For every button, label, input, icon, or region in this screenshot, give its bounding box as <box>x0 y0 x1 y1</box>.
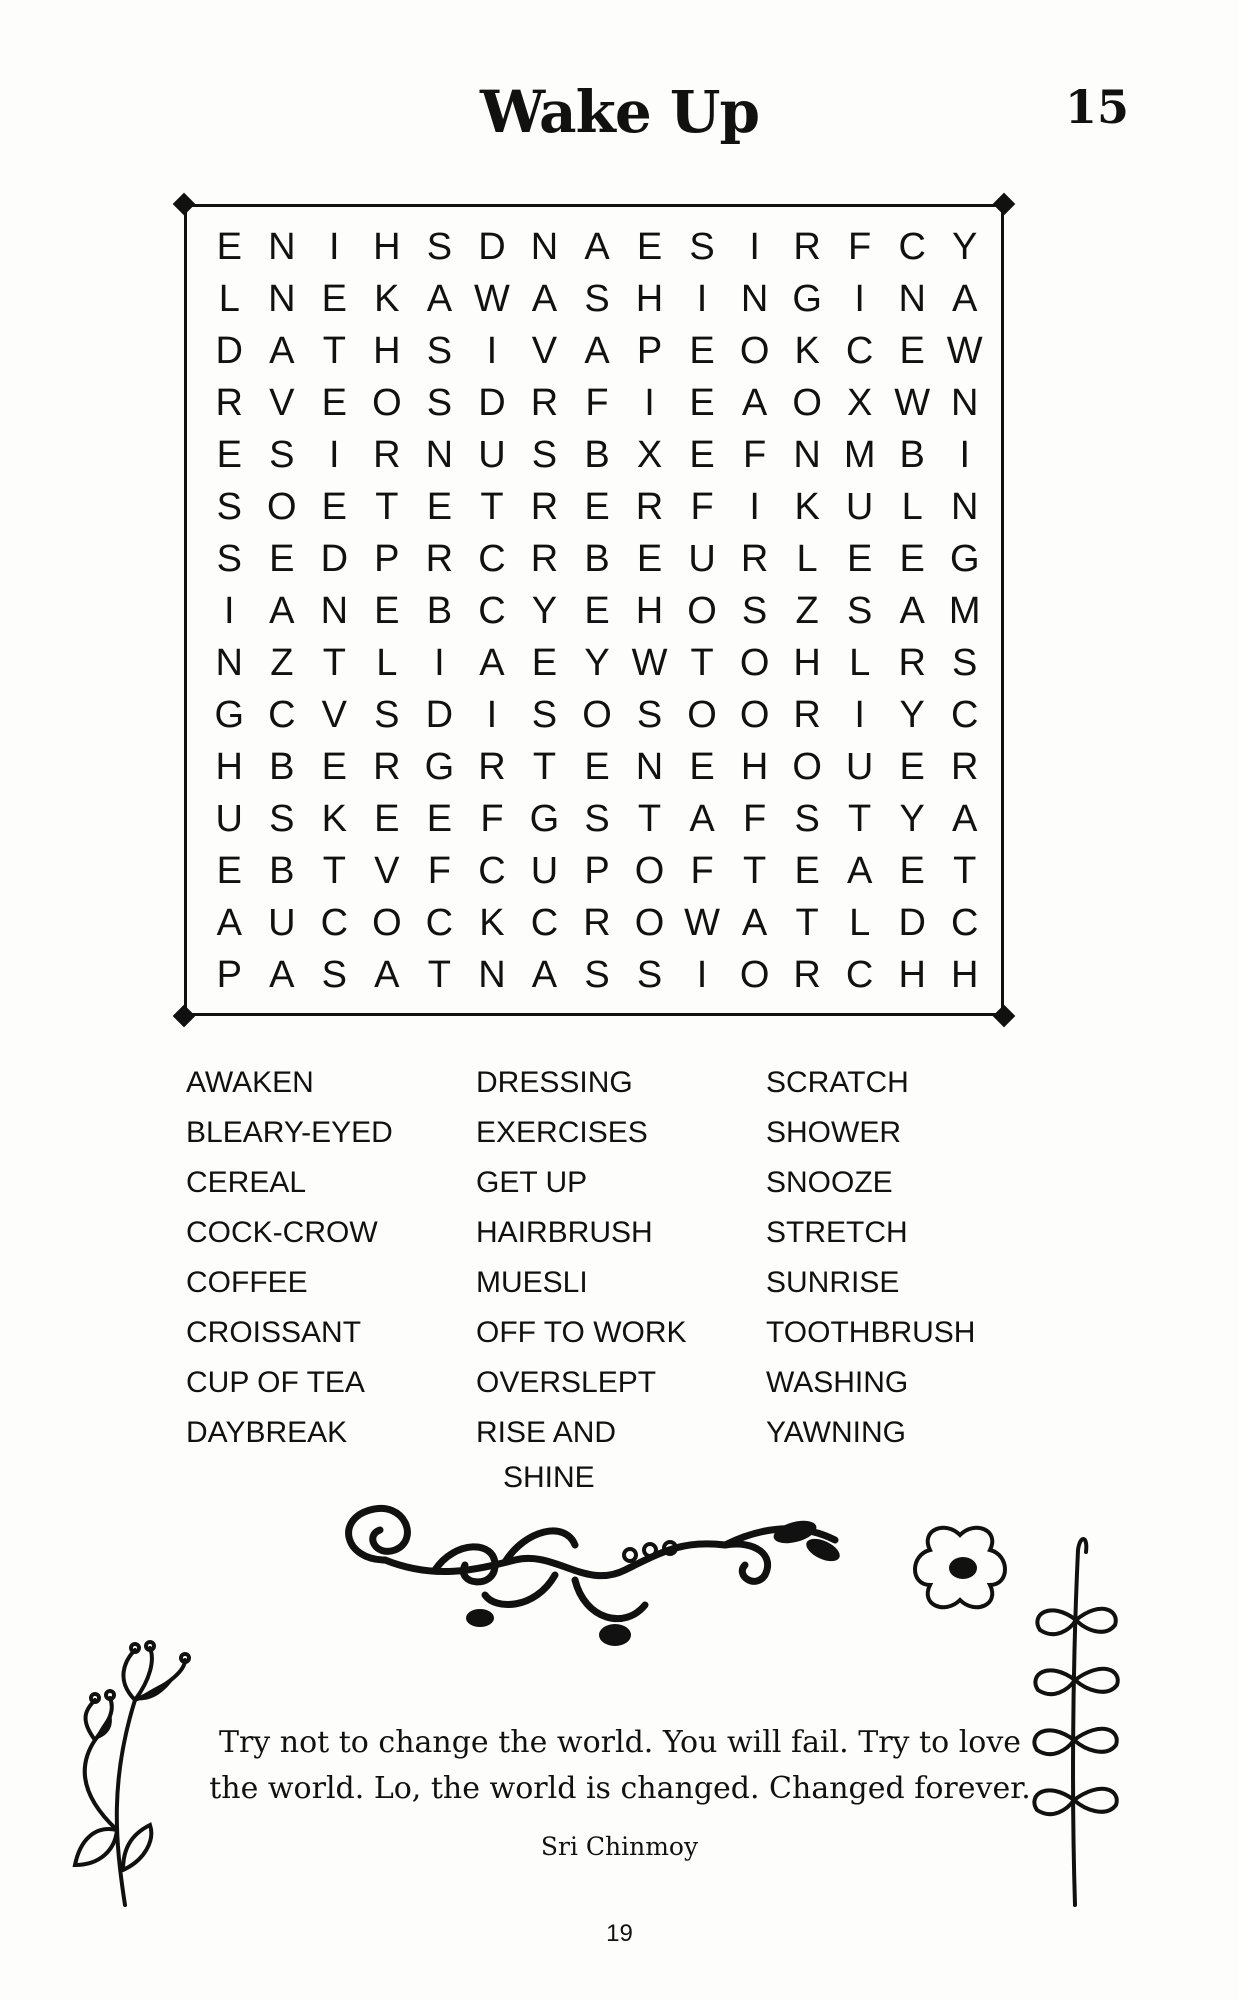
grid-letter: D <box>320 537 349 580</box>
grid-letter: E <box>426 485 453 528</box>
grid-letter: D <box>478 381 506 424</box>
word-item: CEREAL <box>186 1166 307 1199</box>
grid-letter: A <box>741 901 768 944</box>
quote-line-2: the world. Lo, the world is changed. Changed forever. <box>209 1771 1031 1806</box>
grid-letter: I <box>644 381 655 424</box>
grid-letter: K <box>479 901 505 944</box>
grid-letter: K <box>374 277 400 320</box>
grid-letter: R <box>530 381 559 424</box>
grid-letter: T <box>532 745 557 788</box>
grid-letter: N <box>530 225 559 268</box>
grid-letter: V <box>374 849 400 892</box>
grid-letter: I <box>749 225 760 268</box>
grid-letter: K <box>794 329 820 372</box>
grid-letter: E <box>636 537 663 580</box>
grid-letter: O <box>687 693 717 736</box>
grid-letter: E <box>636 225 663 268</box>
grid-letter: L <box>796 537 818 580</box>
grid-letter: I <box>329 225 340 268</box>
grid-letter: F <box>585 381 609 424</box>
grid-letter: S <box>584 953 610 996</box>
grid-letter: C <box>845 329 874 372</box>
grid-letter: A <box>899 589 925 632</box>
grid-letter: N <box>950 485 979 528</box>
grid-letter: E <box>689 745 715 788</box>
grid-letter: S <box>269 433 295 476</box>
flower-icon <box>905 1520 1015 1620</box>
word-item: DRESSING <box>476 1066 633 1099</box>
grid-letter: O <box>739 641 770 684</box>
grid-letter: S <box>689 225 715 268</box>
word-list-column-2 <box>476 1058 776 1498</box>
grid-letter: E <box>689 329 715 372</box>
grid-letter: S <box>531 693 558 736</box>
word-item: SHOWER <box>766 1116 901 1149</box>
grid-letter: S <box>636 693 663 736</box>
word-item: BLEARY-EYED <box>186 1116 393 1149</box>
grid-letter: C <box>320 901 349 944</box>
grid-letter: T <box>742 849 767 892</box>
grid-letter: N <box>478 953 506 996</box>
grid-letter: P <box>216 953 242 996</box>
grid-letter: O <box>372 381 402 424</box>
word-item: HAIRBRUSH <box>476 1216 653 1249</box>
grid-letter: R <box>425 537 454 580</box>
grid-letter: A <box>269 589 295 632</box>
grid-letter: M <box>843 433 876 476</box>
grid-letter: I <box>696 277 708 320</box>
grid-letter: O <box>634 901 665 944</box>
grid-letter: T <box>848 797 872 840</box>
grid-letter: T <box>690 641 714 684</box>
tulip-branch-icon <box>55 1640 195 1910</box>
grid-letter: E <box>374 589 400 632</box>
grid-letter: S <box>741 589 768 632</box>
grid-letter: R <box>530 485 559 528</box>
grid-letter: W <box>631 641 668 684</box>
grid-letter: T <box>480 485 504 528</box>
grid-letter: F <box>848 225 872 268</box>
grid-letter: R <box>950 745 979 788</box>
grid-letter: A <box>952 797 978 840</box>
grid-letter: E <box>584 745 610 788</box>
grid-letter: D <box>425 693 454 736</box>
grid-letter: N <box>268 225 296 268</box>
grid-letter: B <box>899 433 925 476</box>
grid-letter: O <box>739 953 770 996</box>
grid-letter: F <box>690 849 714 892</box>
grid-letter: E <box>269 537 295 580</box>
grid-letter: S <box>794 797 820 840</box>
grid-letter: C <box>950 901 979 944</box>
grid-letter: L <box>376 641 398 684</box>
grid-letter: F <box>742 433 767 476</box>
grid-letter: E <box>216 849 242 892</box>
word-item: EXERCISES <box>476 1116 648 1149</box>
grid-letter: A <box>952 277 978 320</box>
grid-letter: Y <box>531 589 558 632</box>
grid-letter: A <box>479 641 505 684</box>
word-item: CROISSANT <box>186 1316 362 1349</box>
grid-letter: O <box>372 901 402 944</box>
word-item: SCRATCH <box>766 1066 909 1099</box>
quote-line-1: Try not to change the world. You will fail. Try to love <box>218 1725 1022 1760</box>
grid-letter: C <box>478 537 506 580</box>
word-item: YAWNING <box>766 1416 906 1449</box>
grid-letter: S <box>426 329 453 372</box>
grid-letter: P <box>374 537 400 580</box>
grid-letter: H <box>898 953 926 996</box>
grid-letter: H <box>215 745 243 788</box>
grid-letter: N <box>320 589 349 632</box>
grid-letter: T <box>375 485 399 528</box>
grid-letter: H <box>740 745 769 788</box>
grid-letter: R <box>635 485 664 528</box>
grid-letter: F <box>427 849 451 892</box>
grid-letter: M <box>948 589 981 632</box>
grid-letter: R <box>373 433 401 476</box>
grid-letter: I <box>486 329 498 372</box>
grid-letter: E <box>846 537 873 580</box>
grid-letter: E <box>321 485 347 528</box>
word-search-grid-frame <box>184 204 1004 1016</box>
grid-letter: G <box>214 693 245 736</box>
grid-letter: T <box>322 849 346 892</box>
word-item: COCK-CROW <box>186 1216 378 1249</box>
grid-letter: S <box>584 797 610 840</box>
word-item: MUESLI <box>476 1266 588 1299</box>
grid-letter: C <box>530 901 559 944</box>
grid-letter: E <box>899 329 925 372</box>
grid-letter: T <box>795 901 819 944</box>
grid-letter: O <box>792 381 822 424</box>
grid-letter: E <box>899 537 925 580</box>
grid-letter: B <box>426 589 453 632</box>
grid-letter: S <box>531 433 558 476</box>
grid-letter: O <box>634 849 665 892</box>
grid-letter: F <box>742 797 767 840</box>
puzzle-number: 15 <box>1064 80 1129 134</box>
grid-letter: T <box>637 797 662 840</box>
grid-letter: R <box>740 537 769 580</box>
grid-letter: F <box>480 797 504 840</box>
grid-letter: A <box>216 901 242 944</box>
grid-letter: A <box>374 953 400 996</box>
grid-letter: B <box>584 433 610 476</box>
grid-letter: B <box>269 849 295 892</box>
grid-letter: A <box>269 329 295 372</box>
grid-letter: E <box>794 849 820 892</box>
grid-letter: O <box>739 329 770 372</box>
page-number: 19 <box>606 1920 633 1947</box>
grid-letter: S <box>321 953 347 996</box>
grid-letter: S <box>374 693 400 736</box>
grid-letter: A <box>269 953 295 996</box>
grid-letter: R <box>898 641 926 684</box>
word-item-continued: SHINE <box>503 1461 595 1494</box>
grid-letter: I <box>696 953 708 996</box>
grid-letter: N <box>635 745 664 788</box>
grid-letter: L <box>218 277 240 320</box>
grid-letter: I <box>749 485 760 528</box>
grid-letter: N <box>425 433 454 476</box>
grid-letter: I <box>959 433 970 476</box>
grid-letter: E <box>584 589 610 632</box>
grid-letter: N <box>215 641 243 684</box>
grid-letter: A <box>584 329 610 372</box>
grid-letter: A <box>531 277 558 320</box>
grid-letter: F <box>690 485 714 528</box>
word-item: WASHING <box>766 1366 909 1399</box>
grid-letter: C <box>425 901 454 944</box>
grid-letter: E <box>531 641 558 684</box>
grid-letter: H <box>635 277 664 320</box>
grid-letter: T <box>322 329 346 372</box>
grid-letter: T <box>322 641 346 684</box>
grid-letter: E <box>216 433 242 476</box>
grid-letter: I <box>486 693 498 736</box>
grid-letter: E <box>321 745 347 788</box>
grid-letter: A <box>584 225 610 268</box>
grid-letter: D <box>898 901 926 944</box>
grid-letter: R <box>793 225 821 268</box>
grid-letter: H <box>373 329 401 372</box>
quote <box>180 1720 1060 1812</box>
grid-letter: E <box>899 849 925 892</box>
grid-letter: O <box>739 693 770 736</box>
grid-letter: C <box>950 693 979 736</box>
grid-letter: E <box>374 797 400 840</box>
grid-letter: S <box>269 797 295 840</box>
grid-letter: I <box>329 433 340 476</box>
grid-letter: X <box>636 433 663 476</box>
word-item: RISE AND <box>476 1416 617 1449</box>
grid-letter: S <box>584 277 610 320</box>
grid-letter: E <box>426 797 453 840</box>
grid-letter: R <box>530 537 559 580</box>
grid-letter: I <box>854 693 865 736</box>
word-list-column-1 <box>186 1058 486 1458</box>
grid-letter: U <box>268 901 296 944</box>
grid-letter: E <box>216 225 242 268</box>
grid-letter: S <box>846 589 873 632</box>
grid-letter: W <box>684 901 720 944</box>
grid-letter: W <box>946 329 983 372</box>
grid-letter: K <box>321 797 347 840</box>
grid-letter: E <box>689 381 715 424</box>
grid-letter: Y <box>899 693 925 736</box>
grid-letter: P <box>636 329 663 372</box>
grid-letter: R <box>478 745 506 788</box>
grid-letter: R <box>373 745 401 788</box>
grid-letter: T <box>953 849 977 892</box>
grid-letter: H <box>793 641 821 684</box>
grid-letter: C <box>845 953 874 996</box>
grid-letter: A <box>531 953 558 996</box>
grid-letter: R <box>793 693 821 736</box>
grid-letter: W <box>894 381 931 424</box>
grid-letter: U <box>845 485 874 528</box>
grid-letter: D <box>478 225 506 268</box>
grid-letter: R <box>583 901 611 944</box>
grid-letter: G <box>529 797 560 840</box>
word-item: OVERSLEPT <box>476 1366 657 1399</box>
page-title: Wake Up <box>479 78 760 146</box>
grid-letter: R <box>215 381 243 424</box>
grid-letter: E <box>899 745 925 788</box>
grid-letter: S <box>426 225 453 268</box>
grid-letter: S <box>426 381 453 424</box>
grid-letter: E <box>321 277 347 320</box>
grid-letter: B <box>269 745 295 788</box>
grid-letter: L <box>901 485 923 528</box>
grid-letter: S <box>216 485 242 528</box>
grid-letter: D <box>215 329 243 372</box>
quote-author: Sri Chinmoy <box>540 1832 699 1861</box>
grid-letter: U <box>215 797 243 840</box>
grid-letter: S <box>636 953 663 996</box>
grid-letter: V <box>531 329 558 372</box>
grid-letter: C <box>268 693 296 736</box>
grid-letter: I <box>854 277 865 320</box>
grid-letter: V <box>321 693 347 736</box>
corner-diamond-icon <box>993 1005 1016 1028</box>
word-item: GET UP <box>476 1166 588 1199</box>
grid-letter: O <box>267 485 297 528</box>
grid-letter: L <box>849 641 871 684</box>
grid-letter: O <box>582 693 612 736</box>
grid-letter: N <box>898 277 926 320</box>
grid-letter: H <box>635 589 664 632</box>
grid-letter: C <box>478 849 506 892</box>
grid-letter: S <box>952 641 978 684</box>
corner-diamond-icon <box>173 1005 196 1028</box>
letter-grid <box>203 221 991 1001</box>
grid-letter: G <box>792 277 822 320</box>
grid-letter: N <box>268 277 296 320</box>
grid-letter: U <box>478 433 506 476</box>
grid-letter: Z <box>270 641 294 684</box>
word-item: AWAKEN <box>186 1066 314 1099</box>
word-item: OFF TO WORK <box>476 1316 687 1349</box>
grid-letter: Y <box>952 225 978 268</box>
word-item: TOOTHBRUSH <box>766 1316 976 1349</box>
grid-letter: X <box>846 381 873 424</box>
swirl-flourish-icon <box>325 1500 845 1670</box>
grid-letter: A <box>689 797 715 840</box>
grid-letter: E <box>689 433 715 476</box>
word-list-column-3 <box>766 1058 1066 1458</box>
grid-letter: H <box>373 225 401 268</box>
grid-letter: Y <box>899 797 925 840</box>
grid-letter: Y <box>584 641 610 684</box>
grid-letter: I <box>223 589 235 632</box>
grid-letter: H <box>950 953 979 996</box>
grid-letter: L <box>849 901 871 944</box>
corner-diamond-icon <box>173 193 196 216</box>
grid-letter: U <box>688 537 716 580</box>
grid-letter: C <box>478 589 506 632</box>
grid-letter: G <box>424 745 455 788</box>
grid-letter: O <box>687 589 717 632</box>
grid-letter: K <box>794 485 820 528</box>
grid-letter: N <box>740 277 769 320</box>
grid-letter: A <box>741 381 768 424</box>
grid-letter: W <box>473 277 510 320</box>
grid-letter: E <box>584 485 610 528</box>
word-item: DAYBREAK <box>186 1416 348 1449</box>
grid-letter: S <box>216 537 242 580</box>
grid-letter: T <box>427 953 451 996</box>
grid-letter: O <box>792 745 822 788</box>
grid-letter: B <box>584 537 610 580</box>
word-item: STRETCH <box>766 1216 908 1249</box>
grid-letter: R <box>793 953 821 996</box>
grid-letter: V <box>269 381 295 424</box>
grid-letter: A <box>846 849 873 892</box>
grid-letter: C <box>898 225 926 268</box>
grid-letter: G <box>949 537 980 580</box>
word-item: CUP OF TEA <box>186 1366 365 1399</box>
grid-letter: A <box>426 277 453 320</box>
grid-letter: Z <box>795 589 819 632</box>
grid-letter: I <box>434 641 445 684</box>
grid-letter: U <box>530 849 559 892</box>
grid-letter: N <box>950 381 979 424</box>
word-item: SUNRISE <box>766 1266 900 1299</box>
word-item: COFFEE <box>186 1266 308 1299</box>
corner-diamond-icon <box>993 193 1016 216</box>
grid-letter: P <box>584 849 610 892</box>
grid-letter: E <box>321 381 347 424</box>
word-item: SNOOZE <box>766 1166 893 1199</box>
grid-letter: N <box>793 433 821 476</box>
grid-letter: U <box>845 745 874 788</box>
